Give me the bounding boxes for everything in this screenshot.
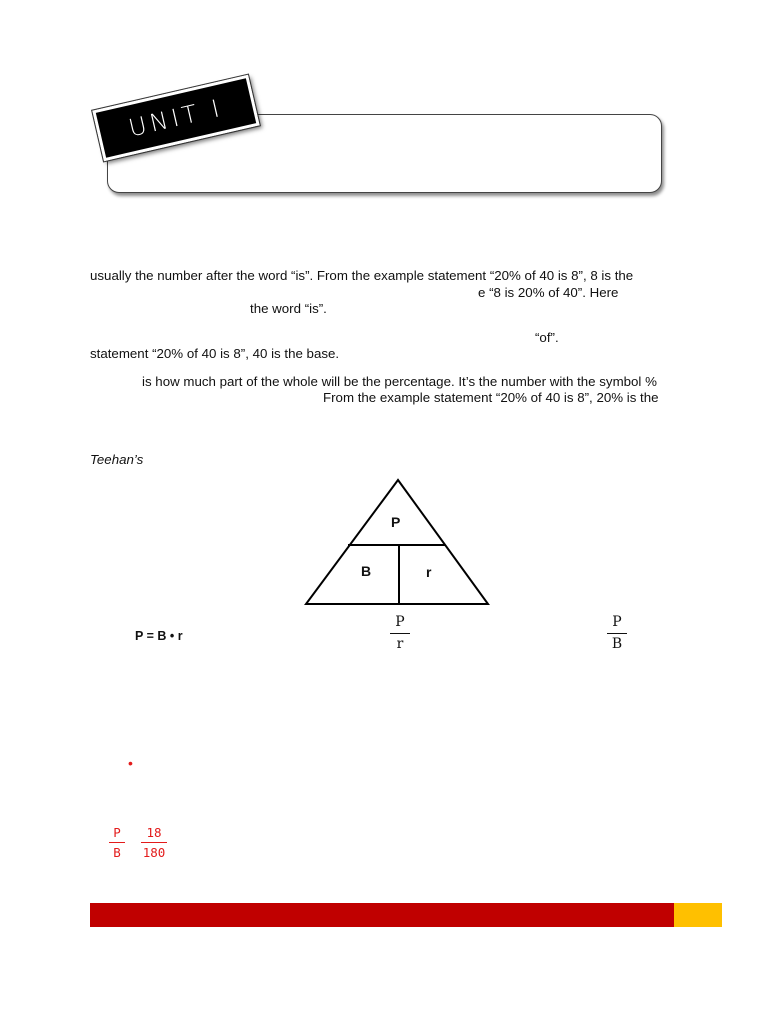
triangle-outline <box>306 480 488 604</box>
example-denominator-180: 180 <box>142 845 166 860</box>
base-fraction-denominator: r <box>396 636 404 652</box>
fraction-bar <box>141 842 167 843</box>
footer-accent <box>674 903 722 927</box>
base-formula-fraction <box>390 614 410 653</box>
fraction-bar <box>390 633 410 634</box>
example-numerator-18: 18 <box>146 825 162 840</box>
rate-fraction-numerator: P <box>612 614 622 630</box>
section-label: Teehan’s <box>90 452 144 467</box>
paragraph-1-line-1: usually the number after the word “is”. From the example statement “20% of 40 is 8”, 8 is the <box>90 268 634 283</box>
example-fraction-pb <box>109 825 125 860</box>
rate-fraction-denominator: B <box>611 636 623 652</box>
triangle-label-b: B <box>361 563 372 579</box>
fraction-bar <box>607 633 627 634</box>
example-denominator-b: B <box>113 845 121 860</box>
paragraph-3-line-2: From the example statement “20% of 40 is 8”, 20% is the <box>323 390 659 405</box>
paragraph-1-line-3: the word “is”. <box>250 301 327 316</box>
footer-bar <box>90 903 674 927</box>
paragraph-3-line-1: is how much part of the whole will be the percentage. It’s the number with the symbol % <box>142 374 657 389</box>
fraction-bar <box>109 842 125 843</box>
percentage-formula: P = B • r <box>135 629 183 643</box>
example-fraction-values <box>141 825 167 860</box>
paragraph-2-line-1: “of”. <box>535 330 559 345</box>
example-numerator-p: P <box>113 825 121 840</box>
triangle-label-r: r <box>426 564 432 580</box>
example-bullet: • <box>128 755 133 771</box>
rate-formula-fraction <box>607 614 627 653</box>
paragraph-2-line-2: statement “20% of 40 is 8”, 40 is the base. <box>90 346 340 361</box>
base-fraction-numerator: P <box>395 614 405 630</box>
paragraph-1-line-2: e “8 is 20% of 40”. Here <box>478 285 619 300</box>
triangle-label-p: P <box>391 514 401 530</box>
unit-label: UNIT I <box>126 93 226 143</box>
pbr-triangle-diagram <box>300 474 496 610</box>
